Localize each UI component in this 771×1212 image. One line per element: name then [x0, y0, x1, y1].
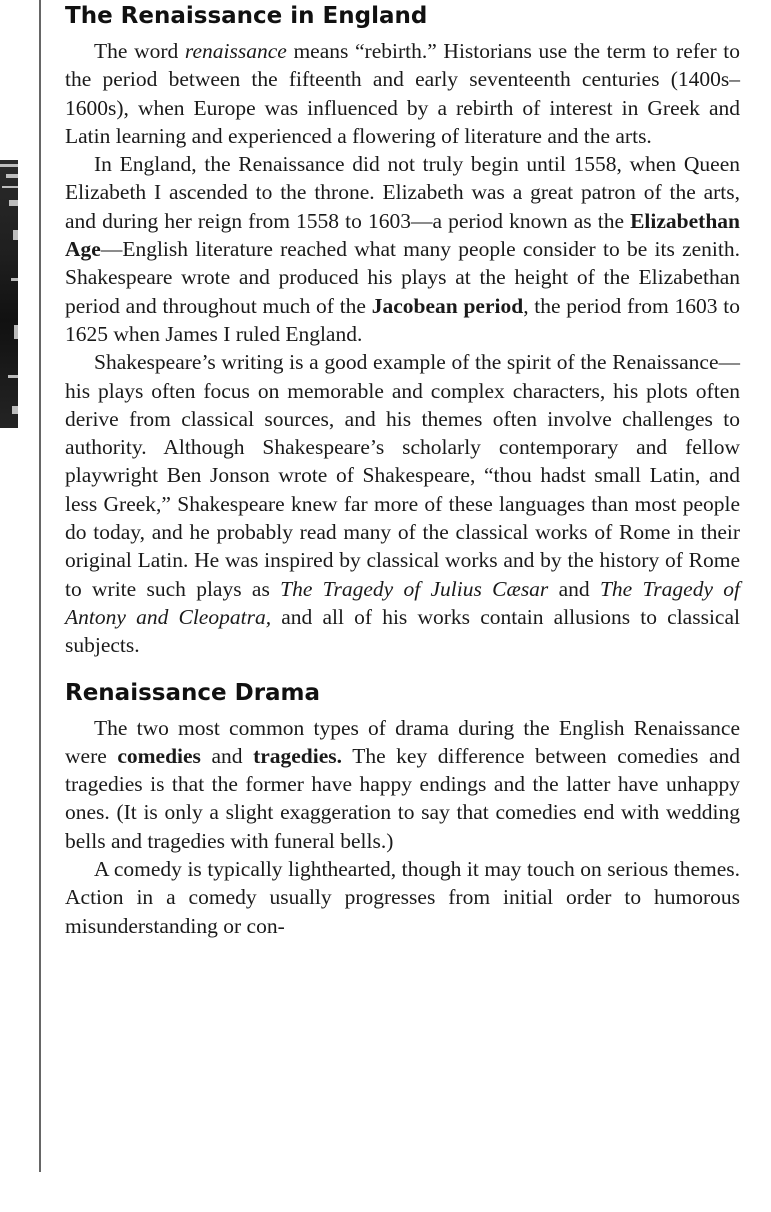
- section-heading-renaissance-drama: Renaissance Drama: [65, 679, 321, 706]
- text-run: , the period from 1603 to 1625 when James I ruled England.: [65, 293, 740, 346]
- text-run: The key difference between comedies and tragedies is that the former have happy endings and the latter have unhappy ones. (It is only a slight exaggeration to say that comedies end with wedding bells and tragedies with funeral bells.): [65, 743, 740, 853]
- italic-term: renaissance: [184, 39, 287, 63]
- paragraph-shakespeare-spirit: [65, 348, 740, 659]
- paragraph-drama-types: [65, 714, 740, 855]
- text-run: means “rebirth.” Historians use the term to refer to the period between the fifteenth and early seventeenth centuries (1400s–1600s), when Europe was influenced by a rebirth of interest in Greek and Latin learning and experienced a flowering of literature and the arts.: [65, 39, 740, 148]
- italic-title-antony-cleopatra: The Tragedy of Antony and Cleopatra,: [65, 576, 741, 629]
- paragraph-definition: [65, 37, 740, 150]
- text-run: and: [200, 743, 254, 768]
- text-run: and all of his works contain allusions to classical subjects.: [65, 604, 740, 658]
- text-run: A comedy is typically lighthearted, though it may touch on serious themes. Action in a comedy usually progresses from initial order to humorous misunderstanding or con-: [65, 857, 740, 938]
- text-run: —English literature reached what many people consider to be its zenith. Shakespeare wrote and produced his plays at the height of the Elizabethan period and throughout much of the: [65, 237, 740, 318]
- section-heading-renaissance-england: The Renaissance in England: [65, 3, 428, 29]
- text-run: Shakespeare’s writing is a good example of the spirit of the Renaissance—his plays often focus on memorable and complex characters, his plots often derive from classical sources, and his themes often involve challenges to authority. Although Shakespeare’s scholarly contemporary and fellow playwright Ben Jonson wrote of Shakespeare, “thou hadst small Latin, and less Greek,” Shakespeare knew far more of these languages than most people do today, and he probably read many of the classical works of Rome in their original Latin. He was inspired by classical works and by the history of Rome to write such plays as: [65, 350, 740, 601]
- text-run: In England, the Renaissance did not truly begin until 1558, when Queen Elizabeth I ascended to the throne. Elizabeth was a great patron of the arts, and during her reign from 1558 to 1603—a period known as the: [65, 152, 740, 233]
- text-run: The two most common types of drama during the English Renaissance were: [65, 715, 740, 768]
- bold-term-elizabethan-age: Elizabethan Age: [65, 208, 740, 262]
- text-run: and: [548, 576, 600, 601]
- column-rule: [39, 0, 41, 1172]
- paragraph-elizabethan: [65, 150, 740, 348]
- cropped-illustration: [0, 160, 18, 428]
- italic-title-julius-caesar: The Tragedy of Julius Cæsar: [280, 576, 549, 601]
- main-column: [65, 0, 740, 940]
- paragraph-comedy: [65, 855, 740, 940]
- bold-term-jacobean-period: Jacobean period: [371, 293, 524, 318]
- text-run: The word: [94, 39, 185, 63]
- bold-term-tragedies: tragedies.: [253, 743, 343, 768]
- bold-term-comedies: comedies: [117, 743, 201, 768]
